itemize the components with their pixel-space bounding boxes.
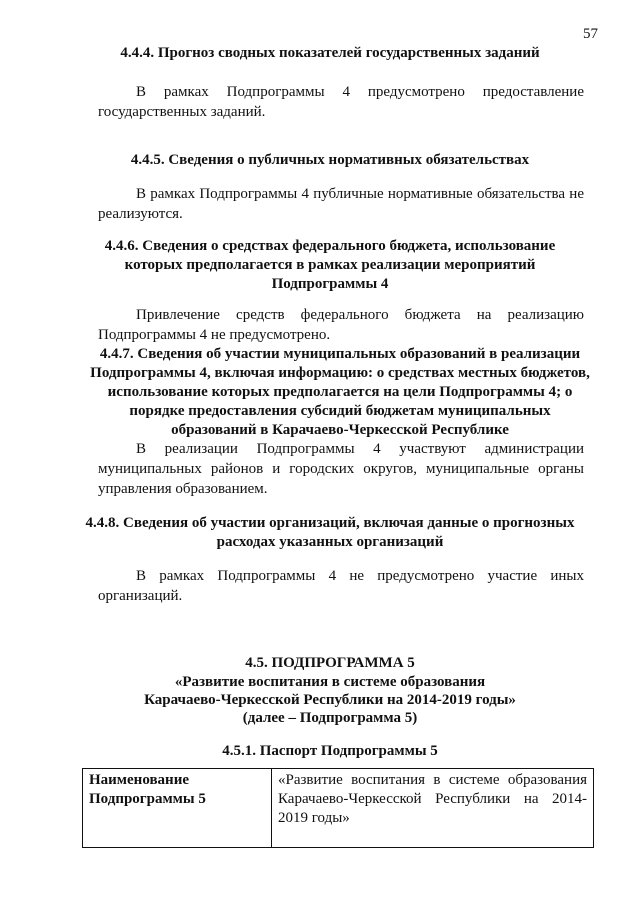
- paragraph-4-4-6: Привлечение средств федерального бюджета на реализацию Подпрограммы 4 не предусмотрено.: [98, 307, 584, 343]
- table-cell-value: «Развитие воспитания в системе образования Карачаево-Черкесской Республики на 2014-2019 годы»: [272, 769, 594, 848]
- table-cell-label: Наименование Подпрограммы 5: [83, 769, 272, 848]
- passport-heading: 4.5.1. Паспорт Подпрограммы 5: [222, 743, 438, 759]
- paragraph-4-4-5: В рамках Подпрограммы 4 публичные нормативные обязательства не реализуются.: [98, 186, 584, 222]
- table-row: [83, 769, 594, 848]
- paragraph-4-4-7: В реализации Подпрограммы 4 участвуют администрации муниципальных районов и городских округов, муниципальные органы управления образованием.: [98, 441, 584, 497]
- page-number: 57: [583, 26, 598, 42]
- subprogram-5-subtitle-3: (далее – Подпрограмма 5): [242, 710, 418, 726]
- heading-4-4-5: 4.4.5. Сведения о публичных нормативных обязательствах: [130, 152, 530, 168]
- subprogram-5-subtitle-2: Карачаево-Черкесской Республики на 2014-2019 годы»: [144, 692, 516, 708]
- subprogram-5-subtitle-1: «Развитие воспитания в системе образования: [174, 674, 486, 690]
- heading-4-4-4: 4.4.4. Прогноз сводных показателей государственных заданий: [120, 45, 540, 61]
- paragraph-4-4-8: В рамках Подпрограммы 4 не предусмотрено участие иных организаций.: [98, 568, 584, 604]
- paragraph-4-4-4: В рамках Подпрограммы 4 предусмотрено предоставление государственных заданий.: [98, 84, 584, 120]
- subprogram-5-title: 4.5. ПОДПРОГРАММА 5: [245, 655, 415, 671]
- heading-4-4-8: 4.4.8. Сведения об участии организаций, включая данные о прогнозных расходах указанных организаций: [85, 515, 575, 550]
- passport-table: [82, 768, 594, 848]
- heading-4-4-6: 4.4.6. Сведения о средствах федерального бюджета, использование которых предполагается в рамках реализации мероприятий Подпрограммы 4: [104, 238, 556, 292]
- heading-4-4-7: 4.4.7. Сведения об участии муниципальных образований в реализации Подпрограммы 4, включая информацию: о средствах местных бюджетов, использование которых предполагается на цели Подпрограммы 4; о порядке предоставления субсидий бюджетам муниципальных образований в Карачаево-Черкесской Республике: [90, 346, 590, 438]
